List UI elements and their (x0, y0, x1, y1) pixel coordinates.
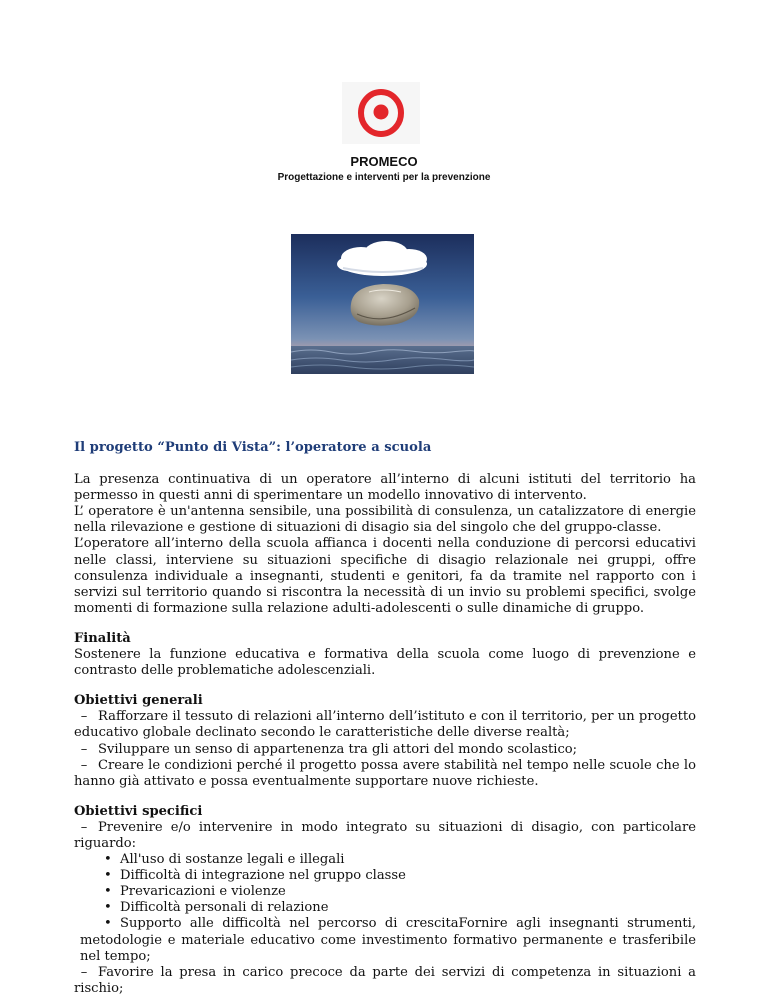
dash-marker: – (80, 709, 88, 725)
list-item (74, 965, 696, 997)
bullet-item (74, 868, 696, 884)
list-item-text: Rafforzare il tessuto di relazioni all’interno dell’istituto e con il territorio, per un progetto educativo globale declinato secondo le caratteristiche delle diverse realtà; (74, 709, 696, 741)
bullet-item-text: All'uso di sostanze legali e illegali (120, 852, 345, 868)
bullet-marker: • (104, 852, 112, 868)
finalita-text: Sostenere la funzione educativa e formativa della scuola come luogo di prevenzione e contrasto delle problematiche adolescenziali. (74, 647, 696, 679)
bullet-item (74, 852, 696, 868)
intro-paragraph-2: L’ operatore è un'antenna sensibile, una possibilità di consulenza, un catalizzatore di energie nella rilevazione e gestione di situazioni di disagio sia del singolo che del gruppo-classe. (74, 504, 696, 536)
bullet-item-long (74, 916, 696, 964)
bullet-item-text: Prevaricazioni e violenze (120, 884, 286, 900)
promeco-logo-icon (341, 81, 421, 145)
dash-marker: – (80, 757, 88, 773)
org-subtitle: Progettazione e interventi per la prevenzione (277, 172, 491, 183)
intro-paragraph-3: L’operatore all’interno della scuola affianca i docenti nella conduzione di percorsi educativi nelle classi, interviene su situazioni specifiche di disagio relazionale nei gruppi, offre consulenza individuale a insegnanti, studenti e genitori, fa da tramite nel rapporto con i servizi sul territorio quando si riscontra la necessità di un invio su problemi specifici, svolge momenti di formazione sulla relazione adulti-adolescenti o sulle dinamiche di gruppo. (74, 536, 696, 616)
list-item (74, 742, 696, 758)
bullet-marker: • (104, 900, 112, 916)
list-item (74, 758, 696, 790)
bullet-item (74, 900, 696, 916)
finalita-title: Finalità (74, 630, 131, 646)
bullet-marker: • (104, 916, 112, 932)
list-item-text: Favorire la presa in carico precoce da parte dei servizi di competenza in situazioni a rischio; (74, 964, 696, 996)
bullet-marker: • (104, 884, 112, 900)
intro-paragraph-1: La presenza continuativa di un operatore all’interno di alcuni istituti del territorio ha permesso in questi anni di sperimentare un modello innovativo di intervento. (74, 472, 696, 504)
dash-marker: – (80, 819, 88, 835)
main-content (74, 440, 696, 997)
bullet-item-text: Difficoltà personali di relazione (120, 900, 329, 916)
org-name: PROMECO (350, 154, 418, 169)
list-item-text: Sviluppare un senso di appartenenza tra gli attori del mondo scolastico; (98, 741, 578, 757)
bullet-item-text: Supporto alle difficoltà nel percorso di crescitaFornire agli insegnanti strumenti, metodologie e materiale educativo come investimento formativo permanente e trasferibile nel tempo; (80, 916, 696, 964)
obiettivi-generali-section (74, 693, 696, 790)
project-heading: Il progetto “Punto di Vista”: l’operatore a scuola (74, 440, 432, 455)
bullet-marker: • (104, 868, 112, 884)
floating-rock-cloud-painting (291, 234, 474, 374)
list-item-text: Creare le condizioni perché il progetto possa avere stabilità nel tempo nelle scuole che lo hanno già attivato e possa eventualmente supportare nuove richieste. (74, 757, 696, 789)
bullet-item (74, 884, 696, 900)
bullet-item-text: Difficoltà di integrazione nel gruppo classe (120, 868, 406, 884)
list-item (74, 709, 696, 741)
dash-marker: – (80, 964, 88, 980)
list-item (74, 820, 696, 852)
finalita-section (74, 631, 696, 679)
dash-marker: – (80, 741, 88, 757)
obiettivi-specifici-section (74, 804, 696, 997)
obiettivi-generali-title: Obiettivi generali (74, 693, 203, 709)
list-item-text: Prevenire e/o intervenire in modo integrato su situazioni di disagio, con particolare riguardo: (74, 819, 696, 851)
obiettivi-specifici-title: Obiettivi specifici (74, 803, 203, 819)
